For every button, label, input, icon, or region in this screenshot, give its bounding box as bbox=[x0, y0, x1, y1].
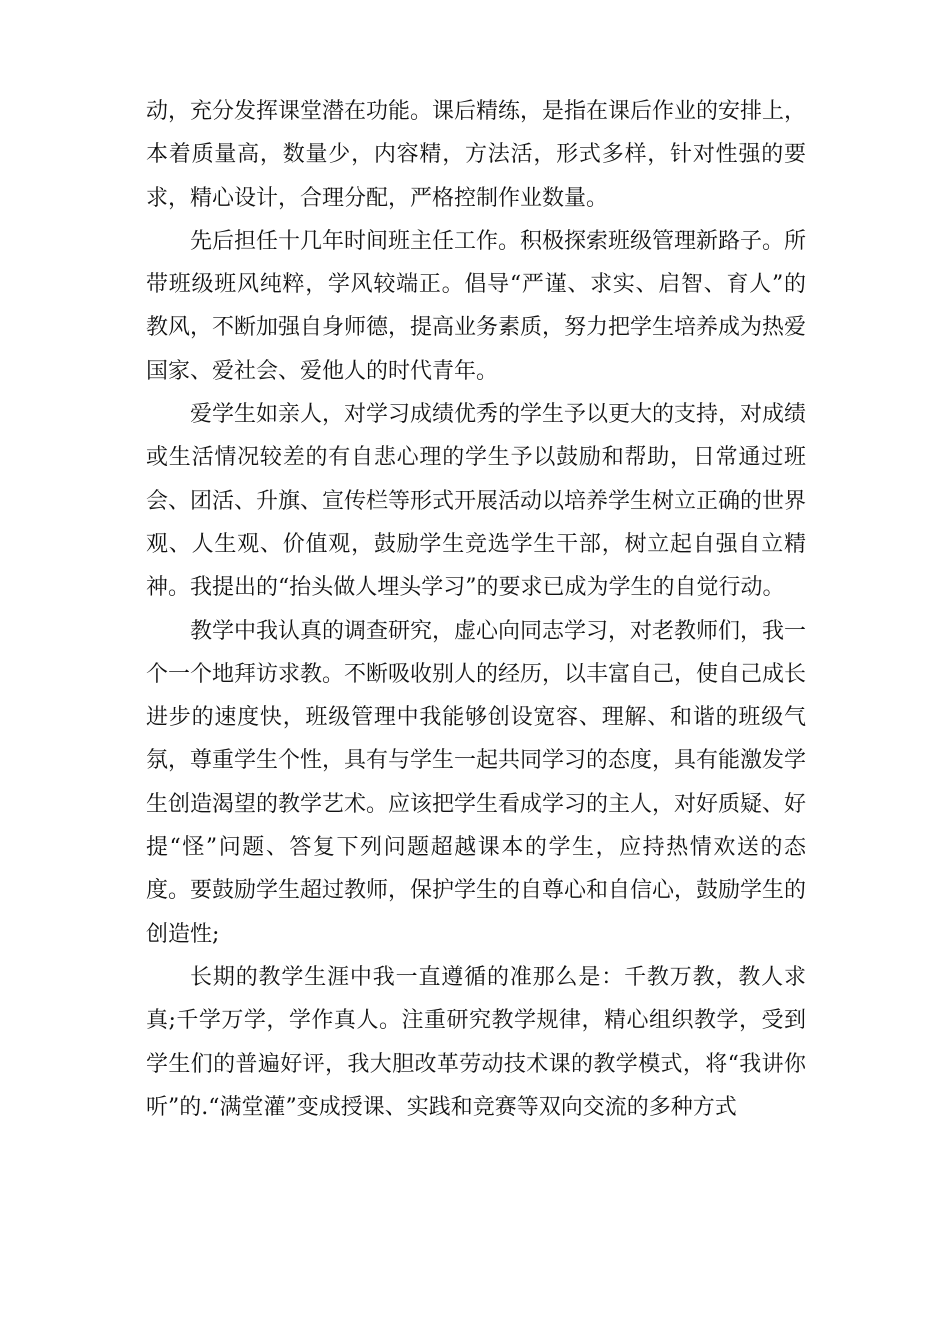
paragraph-teaching-principles: 长期的教学生涯中我一直遵循的准那么是：千教万教，教人求真;千学万学，学作真人。注重研究教学规律，精心组织教学，受到学生们的普遍好评，我大胆改革劳动技术课的教学模式，将“我讲你听”的.“满堂灌”变成授课、实践和竞赛等双向交流的多种方式 bbox=[146, 964, 806, 1120]
paragraph-teaching-research: 教学中我认真的调查研究，虚心向同志学习，对老教师们，我一个一个地拜访求教。不断吸收别人的经历，以丰富自己，使自己成长进步的速度快，班级管理中我能够创设宽容、理解、和谐的班级气氛，尊重学生个性，具有与学生一起共同学习的态度，具有能激发学生创造渴望的教学艺术。应该把学生看成学习的主人，对好质疑、好提“怪”问题、答复下列问题超越课本的学生，应持热情欢送的态度。要鼓励学生超过教师，保护学生的自尊心和自信心，鼓励学生的创造性; bbox=[146, 618, 807, 947]
paragraph-classroom-practice: 动，充分发挥课堂潜在功能。课后精练，是指在课后作业的安排上，本着质量高，数量少，内容精，方法活，形式多样，针对性强的要求，精心设计，合理分配，严格控制作业数量。 bbox=[146, 99, 807, 211]
paragraph-head-teacher-work: 先后担任十几年时间班主任工作。积极探索班级管理新路子。所带班级班风纯粹，学风较端正。倡导“严谨、求实、启智、育人”的教风，不断加强自身师德，提高业务素质，努力把学生培养成为热爱国家、爱社会、爱他人的时代青年。 bbox=[146, 228, 807, 384]
document-body bbox=[146, 90, 806, 1129]
paragraph-caring-for-students: 爱学生如亲人，对学习成绩优秀的学生予以更大的支持，对成绩或生活情况较差的有自悲心理的学生予以鼓励和帮助，日常通过班会、团活、升旗、宣传栏等形式开展活动以培养学生树立正确的世界观、人生观、价值观，鼓励学生竞选学生干部，树立起自强自立精神。我提出的“抬头做人埋头学习”的要求已成为学生的自觉行动。 bbox=[146, 402, 807, 601]
